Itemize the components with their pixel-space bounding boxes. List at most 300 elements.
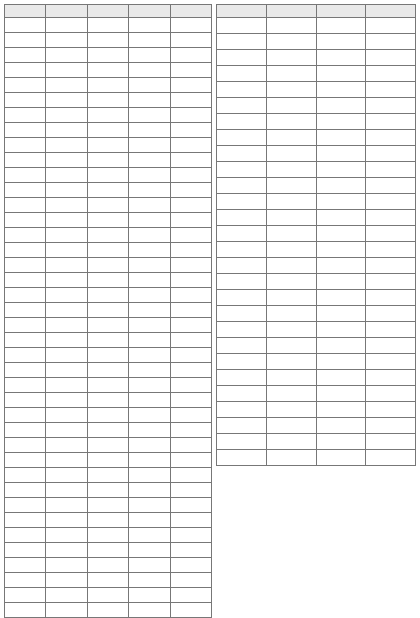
table-cell [129,423,170,438]
table-cell [170,408,211,423]
table-cell [87,153,128,168]
table-cell [129,63,170,78]
table-cell [87,123,128,138]
table-cell [170,198,211,213]
table-row [217,226,416,242]
table-cell [46,423,87,438]
table-cell [87,93,128,108]
table-cell [87,408,128,423]
table-cell [170,513,211,528]
table-row [217,98,416,114]
table-cell [170,543,211,558]
table-row [217,18,416,34]
table-cell [46,543,87,558]
table-row [5,483,212,498]
table-cell [366,18,416,34]
table-cell [46,48,87,63]
table-cell [217,114,267,130]
table-cell [170,183,211,198]
column-header [46,5,87,18]
table-right-body [217,18,416,466]
table-cell [366,178,416,194]
table-cell [5,78,46,93]
table-cell [87,453,128,468]
table-cell [217,242,267,258]
table-cell [316,66,366,82]
table-cell [316,242,366,258]
table-cell [170,213,211,228]
table-cell [366,114,416,130]
table-cell [170,378,211,393]
table-row [5,558,212,573]
table-cell [87,63,128,78]
table-cell [87,138,128,153]
table-row [5,318,212,333]
table-cell [366,242,416,258]
table-cell [87,573,128,588]
table-row [217,162,416,178]
table-row [5,573,212,588]
table-row [5,453,212,468]
table-row [5,198,212,213]
table-cell [129,48,170,63]
table-cell [366,338,416,354]
table-cell [129,453,170,468]
table-cell [316,370,366,386]
table-cell [366,82,416,98]
table-cell [316,146,366,162]
table-cell [46,453,87,468]
table-cell [5,453,46,468]
table-cell [366,98,416,114]
table-cell [46,558,87,573]
table-cell [217,418,267,434]
table-cell [266,434,316,450]
table-cell [46,468,87,483]
table-cell [5,48,46,63]
table-left-header-row [5,5,212,18]
table-cell [129,213,170,228]
table-cell [316,290,366,306]
table-row [5,498,212,513]
table-row [5,123,212,138]
table-cell [129,468,170,483]
table-cell [170,123,211,138]
table-cell [129,378,170,393]
table-cell [217,290,267,306]
table-cell [170,453,211,468]
table-cell [5,348,46,363]
table-cell [366,386,416,402]
table-cell [46,303,87,318]
table-cell [366,210,416,226]
table-cell [316,274,366,290]
table-cell [87,48,128,63]
table-cell [366,146,416,162]
table-cell [316,322,366,338]
table-cell [170,228,211,243]
table-cell [5,483,46,498]
table-row [217,178,416,194]
table-cell [366,370,416,386]
table-row [5,168,212,183]
table-cell [266,306,316,322]
table-row [5,513,212,528]
table-cell [266,274,316,290]
table-cell [46,288,87,303]
table-cell [5,543,46,558]
table-cell [217,386,267,402]
table-cell [87,543,128,558]
table-cell [217,82,267,98]
table-cell [46,198,87,213]
table-row [5,603,212,618]
table-cell [46,408,87,423]
table-cell [46,33,87,48]
column-header [217,5,267,18]
table-cell [5,138,46,153]
table-cell [217,402,267,418]
table-cell [316,194,366,210]
table-row [5,138,212,153]
table-cell [170,78,211,93]
table-row [5,288,212,303]
table-cell [266,34,316,50]
table-cell [366,162,416,178]
table-cell [46,573,87,588]
table-cell [46,18,87,33]
table-cell [129,108,170,123]
table-row [217,386,416,402]
table-cell [87,18,128,33]
table-cell [266,354,316,370]
table-cell [366,34,416,50]
table-cell [170,273,211,288]
table-cell [5,408,46,423]
table-cell [46,93,87,108]
table-row [5,213,212,228]
table-cell [217,338,267,354]
table-cell [46,438,87,453]
table-cell [217,66,267,82]
table-cell [217,98,267,114]
column-header [87,5,128,18]
table-cell [87,33,128,48]
table-cell [5,528,46,543]
table-cell [170,498,211,513]
table-cell [170,348,211,363]
table-cell [170,93,211,108]
table-cell [46,348,87,363]
table-cell [170,108,211,123]
table-cell [266,66,316,82]
table-cell [217,306,267,322]
table-cell [170,288,211,303]
table-cell [129,138,170,153]
table-cell [46,588,87,603]
table-cell [46,528,87,543]
table-cell [266,130,316,146]
table-cell [87,318,128,333]
table-cell [87,558,128,573]
table-row [5,408,212,423]
table-cell [170,423,211,438]
table-cell [266,290,316,306]
table-cell [266,114,316,130]
table-cell [217,162,267,178]
table-cell [87,528,128,543]
table-cell [5,363,46,378]
table-row [5,108,212,123]
table-cell [129,123,170,138]
table-cell [87,483,128,498]
table-cell [266,338,316,354]
table-cell [129,483,170,498]
table-cell [87,423,128,438]
table-cell [366,418,416,434]
table-cell [87,213,128,228]
table-cell [46,63,87,78]
table-cell [129,228,170,243]
table-cell [87,333,128,348]
table-cell [87,498,128,513]
table-cell [87,288,128,303]
table-cell [46,483,87,498]
table-cell [87,513,128,528]
table-cell [170,588,211,603]
table-row [217,338,416,354]
table-cell [170,303,211,318]
table-cell [46,258,87,273]
table-row [217,34,416,50]
table-row [5,48,212,63]
table-cell [266,258,316,274]
table-cell [5,108,46,123]
table-cell [87,183,128,198]
table-cell [217,434,267,450]
table-row [5,33,212,48]
table-cell [217,130,267,146]
table-cell [266,370,316,386]
table-row [217,434,416,450]
table-cell [129,33,170,48]
table-cell [217,322,267,338]
table-cell [266,194,316,210]
table-cell [5,228,46,243]
table-cell [316,114,366,130]
table-cell [46,273,87,288]
table-cell [316,34,366,50]
table-cell [266,226,316,242]
table-cell [266,50,316,66]
table-cell [5,258,46,273]
table-cell [129,273,170,288]
table-cell [217,258,267,274]
table-cell [170,393,211,408]
table-cell [46,153,87,168]
table-cell [129,543,170,558]
table-cell [316,434,366,450]
table-cell [87,273,128,288]
table-row [217,274,416,290]
table-cell [129,363,170,378]
body-text [216,462,416,592]
table-row [217,50,416,66]
table-cell [170,33,211,48]
table-cell [87,258,128,273]
table-row [217,370,416,386]
table-cell [5,423,46,438]
table-row [5,423,212,438]
table-row [5,153,212,168]
table-cell [266,210,316,226]
table-cell [170,483,211,498]
table-cell [366,290,416,306]
table-row [217,146,416,162]
table-cell [5,33,46,48]
table-cell [129,153,170,168]
table-cell [5,243,46,258]
table-cell [266,178,316,194]
table-cell [266,18,316,34]
table-cell [5,18,46,33]
table-cell [5,318,46,333]
table-cell [170,63,211,78]
table-cell [129,333,170,348]
table-cell [316,258,366,274]
table-cell [5,438,46,453]
table-cell [366,322,416,338]
table-cell [217,18,267,34]
table-cell [5,468,46,483]
table-cell [316,50,366,66]
column-header [170,5,211,18]
table-cell [5,213,46,228]
table-cell [266,82,316,98]
table-cell [217,226,267,242]
table-row [217,130,416,146]
table-cell [366,258,416,274]
table-cell [217,50,267,66]
table-cell [316,418,366,434]
table-cell [5,168,46,183]
table-cell [129,318,170,333]
column-header [316,5,366,18]
table-cell [5,153,46,168]
table-cell [266,386,316,402]
column-header [129,5,170,18]
table-cell [46,123,87,138]
table-cell [316,178,366,194]
table-cell [129,198,170,213]
table-cell [129,93,170,108]
table-cell [87,108,128,123]
table-cell [170,48,211,63]
table-cell [87,603,128,618]
table-cell [46,378,87,393]
table-cell [129,78,170,93]
table-cell [170,603,211,618]
table-cell [5,603,46,618]
table-cell [217,178,267,194]
table-row [217,402,416,418]
table-cell [46,393,87,408]
table-cell [129,348,170,363]
table-cell [316,82,366,98]
table-cell [87,588,128,603]
table-cell [170,18,211,33]
table-cell [217,210,267,226]
table-cell [46,108,87,123]
table-row [217,418,416,434]
table-cell [217,274,267,290]
table-cell [170,573,211,588]
table-row [5,528,212,543]
table-row [5,18,212,33]
table-cell [87,348,128,363]
table-cell [87,78,128,93]
column-header [366,5,416,18]
table-cell [170,243,211,258]
table-cell [46,78,87,93]
table-row [217,194,416,210]
table-row [5,228,212,243]
table-cell [316,18,366,34]
table-cell [87,228,128,243]
table-cell [366,434,416,450]
table-row [217,82,416,98]
table-cell [170,438,211,453]
table-cell [5,93,46,108]
table-row [217,354,416,370]
table-cell [266,322,316,338]
table-cell [366,306,416,322]
table-row [217,66,416,82]
table-cell [46,228,87,243]
table-cell [5,288,46,303]
table-cell [87,393,128,408]
table-cell [266,98,316,114]
table-cell [366,50,416,66]
table-row [217,290,416,306]
table-cell [129,393,170,408]
table-row [5,333,212,348]
table-row [5,273,212,288]
table-cell [87,168,128,183]
table-cell [129,558,170,573]
table-row [5,183,212,198]
table-cell [217,370,267,386]
table-cell [129,243,170,258]
table-cell [46,603,87,618]
table-cell [366,226,416,242]
table-row [217,306,416,322]
table-cell [217,34,267,50]
table-cell [170,333,211,348]
table-left-body [5,18,212,618]
table-cell [170,258,211,273]
table-row [5,543,212,558]
table-row [5,378,212,393]
table-cell [316,210,366,226]
table-cell [266,146,316,162]
table-row [5,78,212,93]
table-cell [129,603,170,618]
table-cell [217,146,267,162]
table-row [5,363,212,378]
table-cell [366,274,416,290]
table-cell [266,162,316,178]
